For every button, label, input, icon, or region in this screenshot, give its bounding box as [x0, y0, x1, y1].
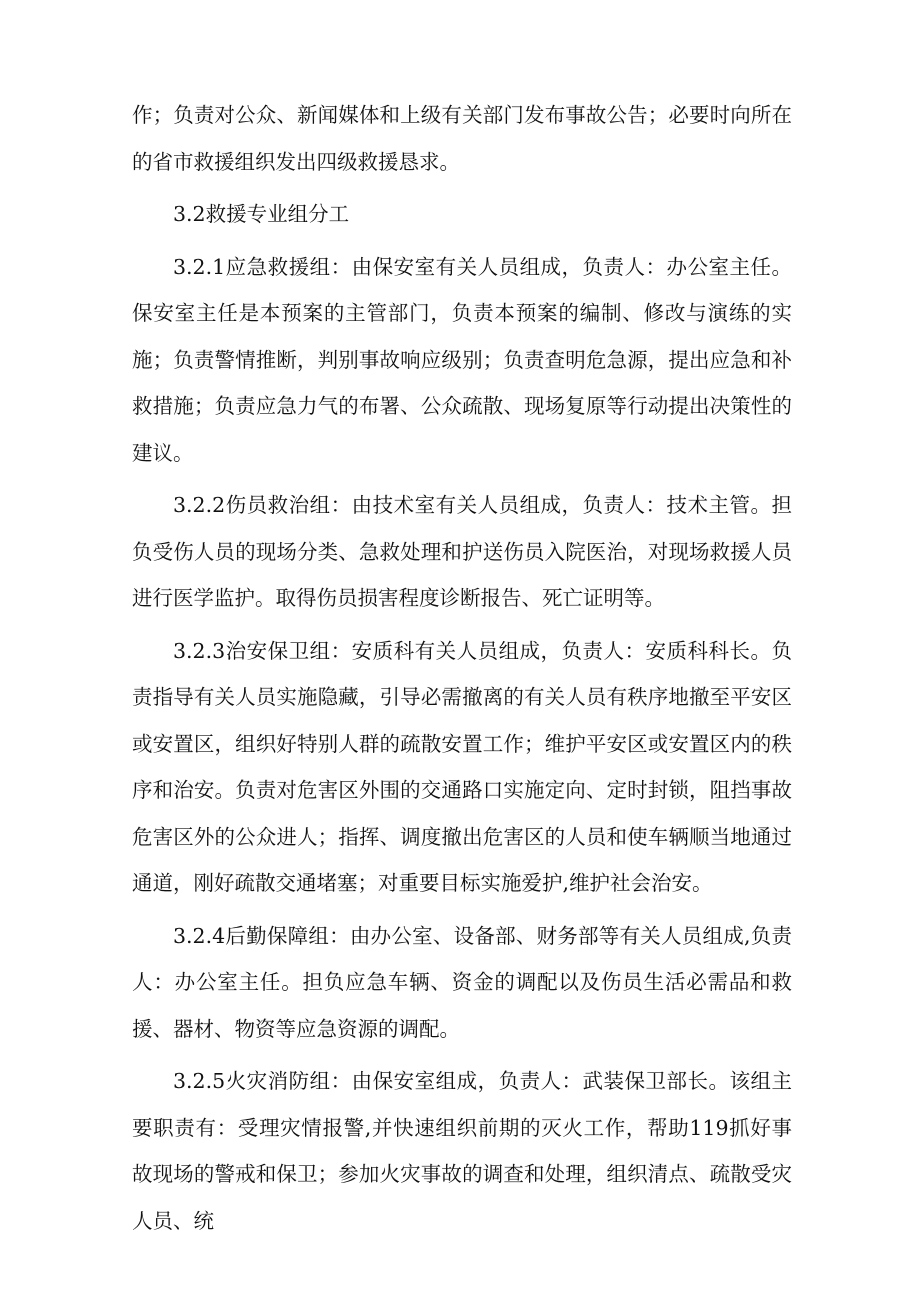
paragraph-3-2-2: 3.2.2伤员救治组：由技术室有关人员组成，负责人：技术主管。担负受伤人员的现场分类、急救处理和护送伤员入院医治，对现场救援人员进行医学监护。取得伤员损害程度诊断报告、死亡证明等。 [132, 493, 792, 610]
paragraph-3-2-1: 3.2.1应急救援组：由保安室有关人员组成，负责人：办公室主任。保安室主任是本预案的主管部门，负责本预案的编制、修改与演练的实施；负责警情推断，判别事故响应级别；负责查明危急源，提出应急和补救措施；负责应急力气的布署、公众疏散、现场复原等行动提出决策性的建议。 [132, 254, 792, 465]
paragraph-continuation: 作；负责对公众、新闻媒体和上级有关部门发布事故公告；必要时向所在的省市救援组织发出四级救援恳求。 [132, 103, 792, 174]
paragraph-3-2-3: 3.2.3治安保卫组：安质科有关人员组成，负责人：安质科科长。负责指导有关人员实施隐藏，引导必需撤离的有关人员有秩序地撤至平安区或安置区，组织好特别人群的疏散安置工作；维护平安区或安置区内的秩序和治安。负责对危害区外围的交通路口实施定向、定时封锁，阻挡事故危害区外的公众进人；指挥、调度撤出危害区的人员和使车辆顺当地通过通道，刚好疏散交通堵塞；对重要目标实施爱护,维护社会治安。 [132, 638, 792, 895]
paragraph-3-2-4: 3.2.4后勤保障组：由办公室、设备部、财务部等有关人员组成,负责人：办公室主任。担负应急车辆、资金的调配以及伤员生活必需品和救援、器材、物资等应急资源的调配。 [132, 923, 792, 1041]
document-body [132, 92, 792, 1244]
paragraph-3-2-5: 3.2.5火灾消防组：由保安室组成，负责人：武装保卫部长。该组主要职责有：受理灾情报警,并快速组织前期的灭火工作，帮助119抓好事故现场的警戒和保卫；参加火灾事故的调查和处理，组织清点、疏散受灾人员、统 [132, 1069, 792, 1233]
section-heading-3-2: 3.2救援专业组分工 [173, 202, 350, 226]
